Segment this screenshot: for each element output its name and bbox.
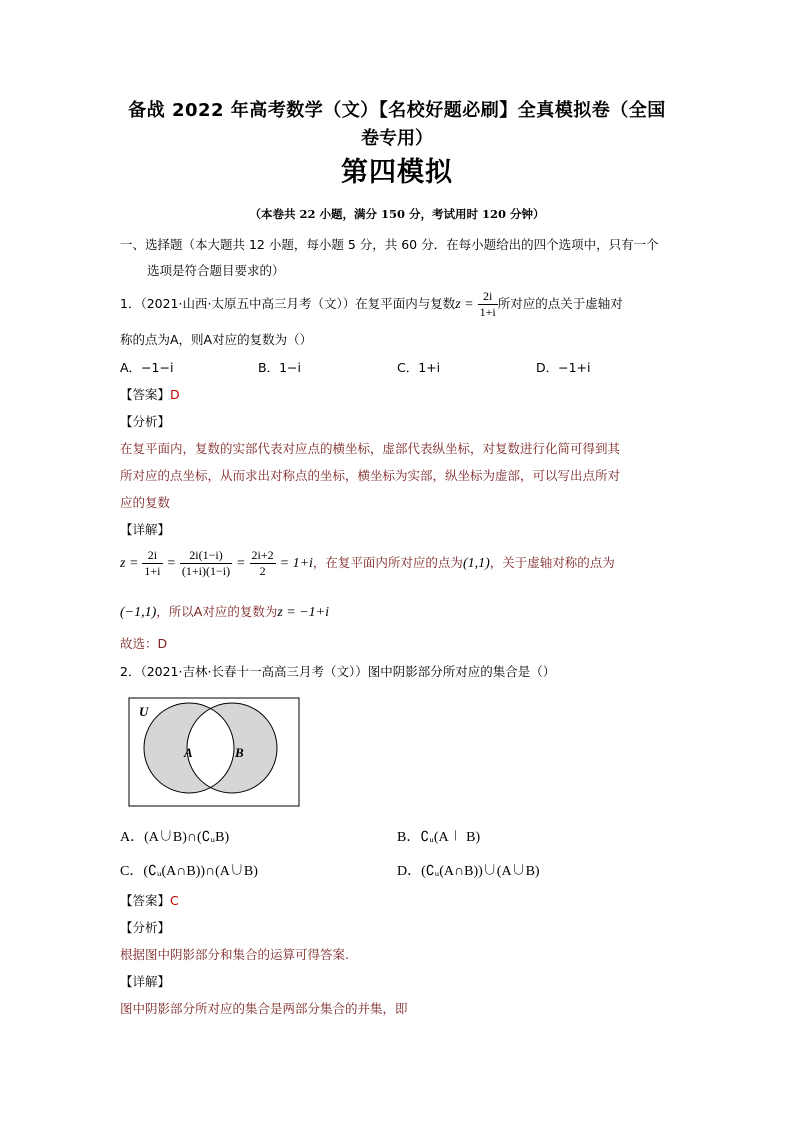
fraction-denominator: 2 (259, 564, 266, 578)
set-a-label: A (184, 745, 193, 760)
answer-label: 【答案】 (120, 893, 171, 908)
detail-text-2: ，关于虚轴对称的点为 (489, 555, 615, 570)
question-1-fraction (478, 289, 498, 320)
q1-option-b: B．1−i (258, 360, 301, 375)
detail-final: z = −1+i (277, 605, 330, 620)
q2-analysis-text: 根据图中阴影部分和集合的运算可得答案. (120, 947, 349, 962)
q1-answer (120, 385, 180, 403)
q1-detail-line: z = $\frac{2i}{1+i}$ = $\frac{2i(1-i)}{(1+i)(1-i)}$ = $\frac{2i+2}{2}$ = 1+i，在复平面内所对应的点为(1,1)，关于虚轴对称的点为 (120, 548, 615, 578)
q2-option-d-text: D．(∁ᵤ(A∩B))∪(A∪B) (397, 864, 540, 879)
detail-result: = 1+i (279, 556, 313, 571)
fraction-denominator: 1+i (144, 564, 161, 578)
q2-analysis-label: 【分析】 (120, 920, 171, 935)
document-title-line1: 备战 2022 年高考数学（文）【名校好题必刷】全真模拟卷（全国 (128, 100, 666, 121)
q1-detail-line2 (120, 602, 329, 621)
q1-analysis-label: 【分析】 (120, 414, 171, 429)
detail-fraction-3 (250, 548, 276, 579)
q2-option-a-text: A．(A∪B)∩(∁ᵤB) (120, 830, 230, 845)
set-b-label: B (235, 745, 244, 760)
document-title-line2: 卷专用） (361, 128, 433, 149)
q1-conclusion: 故选：D (120, 636, 168, 651)
section-heading-cont: 选项是符合题目要求的） (147, 263, 285, 278)
question-2: 2．（2021·吉林·长春十一高高三月考（文））图中阴影部分所对应的集合是（） (120, 664, 556, 679)
q1-option-c: C．1+i (397, 360, 441, 375)
answer-value: C (170, 893, 179, 908)
fraction-numerator: 2i (478, 289, 498, 305)
q2-option-c-text: C．(∁ᵤ(A∩B))∩(A∪B) (120, 864, 258, 879)
q2-detail-text: 图中阴影部分所对应的集合是两部分集合的并集，即 (120, 1001, 408, 1016)
q1-detail-label: 【详解】 (120, 522, 171, 537)
universe-label: U (139, 704, 149, 719)
question-1 (120, 289, 623, 320)
q2-option-b (397, 826, 480, 846)
q1-analysis-line1: 在复平面内，复数的实部代表对应点的横坐标，虚部代表纵坐标，对复数进行化简可得到其 (120, 441, 621, 456)
question-1-prefix: 1．（2021·山西·太原五中高三月考（文））在复平面内与复数 (120, 296, 456, 311)
q1-option-d: D．−1+i (536, 360, 591, 375)
q2-option-d (397, 860, 540, 880)
detail-z: z = (120, 556, 139, 571)
section-heading: 一、选择题（本大题共 12 小题，每小题 5 分，共 60 分．在每小题给出的四个选项中，只有一个 (120, 237, 659, 252)
detail-fraction-2 (180, 548, 232, 579)
q2-answer (120, 891, 179, 909)
q2-option-c (120, 860, 258, 880)
exam-note: （本卷共 22 小题，满分 150 分，考试用时 120 分钟） (249, 207, 545, 221)
fraction-denominator: (1+i)(1−i) (181, 564, 231, 578)
detail-fraction-1 (142, 548, 162, 579)
answer-label: 【答案】 (120, 387, 171, 402)
question-1-suffix: 所对应的点关于虚轴对 (497, 296, 623, 311)
q2-option-b-text: B．∁ᵤ(A∣ B) (397, 830, 481, 845)
q1-analysis-line2: 所对应的点坐标，从而求出对称点的坐标，横坐标为实部，纵坐标为虚部，可以写出点所对 (120, 468, 621, 483)
q2-option-a (120, 826, 229, 846)
question-1-z: z = (455, 297, 474, 312)
venn-diagram (128, 697, 300, 807)
exam-big-title: 第四模拟 (341, 157, 453, 188)
fraction-numerator: 2i+2 (251, 548, 274, 562)
answer-value: D (170, 387, 180, 402)
detail-text-3: ，所以A对应的复数为 (156, 604, 278, 619)
fraction-numerator: 2i(1−i) (180, 548, 232, 564)
detail-text-1: ，在复平面内所对应的点为 (312, 555, 463, 570)
fraction-numerator: 2i (142, 548, 162, 564)
detail-point-1: (1,1) (462, 556, 490, 571)
q2-detail-label: 【详解】 (120, 974, 171, 989)
q1-option-a: A．−1−i (120, 360, 174, 375)
question-1-line2: 称的点为A，则A对应的复数为（） (120, 332, 313, 347)
q1-analysis-line3: 应的复数 (120, 495, 171, 510)
detail-point-2: (−1,1) (120, 605, 157, 620)
fraction-denominator: 1+i (479, 305, 496, 319)
